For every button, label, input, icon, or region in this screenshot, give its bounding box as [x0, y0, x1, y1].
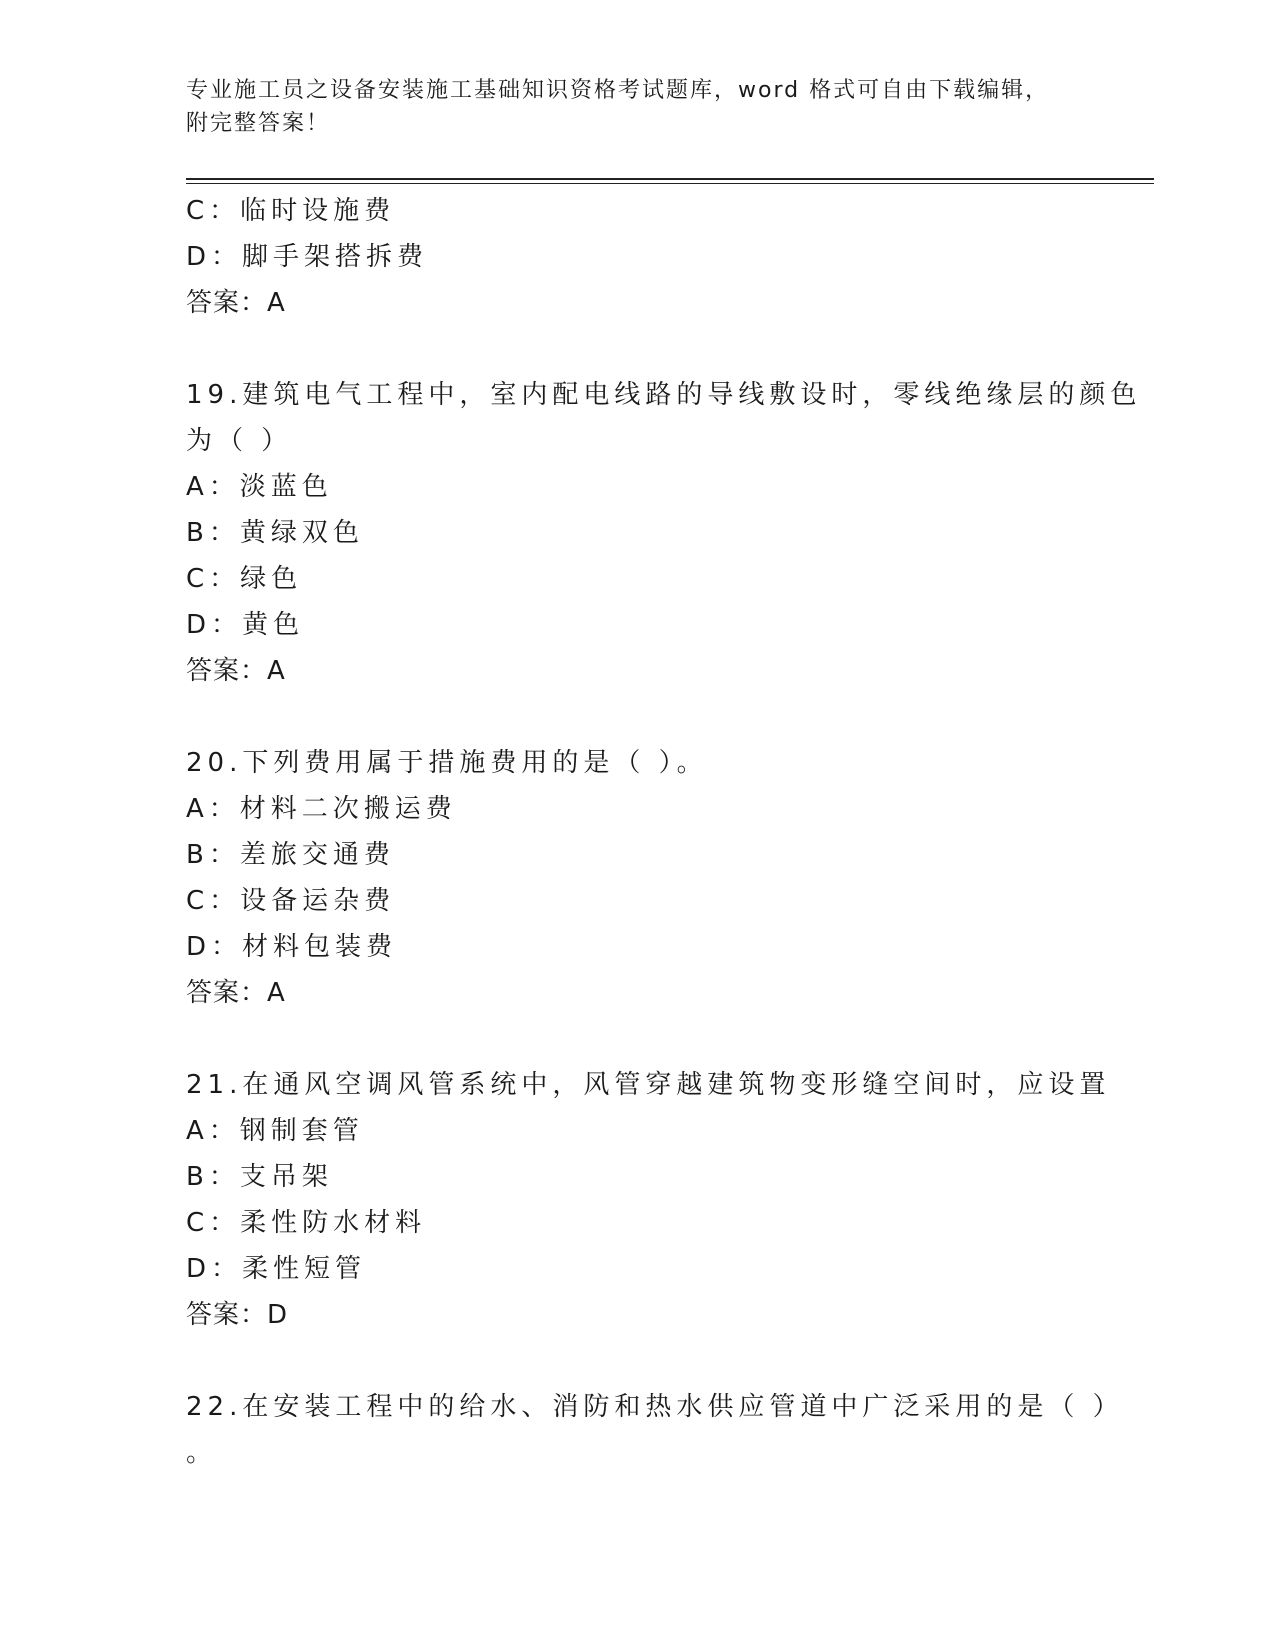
option-c: C：设备运杂费: [186, 886, 396, 916]
option-b: B：差旅交通费: [186, 840, 395, 870]
option-c: C：绿色: [186, 564, 303, 594]
spacer: [186, 1338, 1154, 1384]
option-b: B：支吊架: [186, 1162, 333, 1192]
spacer: [186, 694, 1154, 740]
question-19: [186, 372, 1154, 694]
header-line-2: 附完整答案！: [186, 111, 331, 136]
answer: 答案：A: [186, 978, 286, 1008]
answer: 答案：D: [186, 1300, 289, 1330]
question-20: [186, 740, 1154, 1016]
answer: 答案：A: [186, 656, 286, 686]
option-c: C：临时设施费: [186, 196, 396, 226]
header-divider-thin: [186, 183, 1154, 184]
option-d: D：柔性短管: [186, 1254, 367, 1284]
answer: 答案：A: [186, 288, 286, 318]
document-page: [186, 0, 1166, 1650]
option-d: D：黄色: [186, 610, 305, 640]
header-line-1: 专业施工员之设备安装施工基础知识资格考试题库，word 格式可自由下载编辑，: [186, 78, 1050, 103]
option-a: A：淡蓝色: [186, 472, 333, 502]
question-stem: 20.下列费用属于措施费用的是（ ）。: [186, 748, 708, 778]
spacer: [186, 1016, 1154, 1062]
question-list: [186, 188, 1154, 1476]
spacer: [186, 326, 1154, 372]
option-a: A：材料二次搬运费: [186, 794, 457, 824]
header-divider-thick: [186, 178, 1154, 180]
question-stem: 22.在安装工程中的给水、消防和热水供应管道中广泛采用的是（ ）: [186, 1392, 1124, 1422]
option-d: D：脚手架搭拆费: [186, 242, 429, 272]
question-stem: 19.建筑电气工程中，室内配电线路的导线敷设时，零线绝缘层的颜色: [186, 380, 1142, 410]
question-stem-cont: 。: [186, 1438, 218, 1468]
document-header: [186, 74, 1066, 140]
question-stem-cont: 为（ ）: [186, 426, 293, 456]
question-stem: 21.在通风空调风管系统中，风管穿越建筑物变形缝空间时，应设置: [186, 1070, 1111, 1100]
option-d: D：材料包装费: [186, 932, 398, 962]
question-22: [186, 1384, 1154, 1476]
option-b: B：黄绿双色: [186, 518, 364, 548]
option-c: C：柔性防水材料: [186, 1208, 427, 1238]
option-a: A：钢制套管: [186, 1116, 364, 1146]
question-21: [186, 1062, 1154, 1338]
question-18-tail: [186, 188, 1154, 326]
